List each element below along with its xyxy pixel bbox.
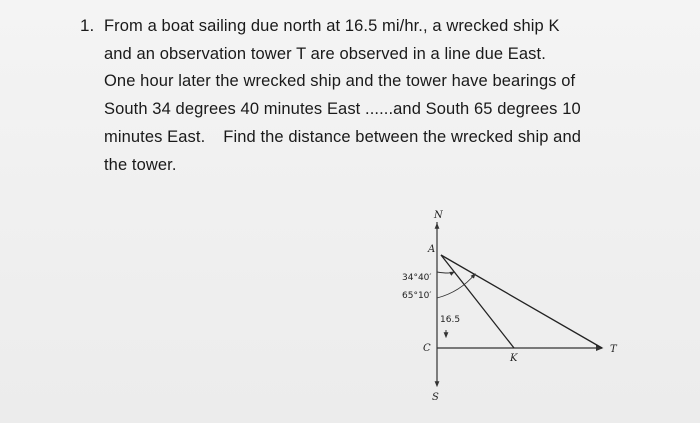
label-c: C bbox=[423, 343, 431, 354]
angle-arc-2 bbox=[437, 274, 475, 298]
problem-line-6: the tower. bbox=[104, 156, 177, 174]
problem-line-5b: Find the distance between the wrecked ship and bbox=[223, 128, 582, 146]
problem-line-4: South 34 degrees 40 minutes East ......and South 65 degrees 10 bbox=[104, 100, 581, 118]
problem-line-2: and an observation tower T are observed in a line due East. bbox=[104, 45, 546, 63]
label-north: N bbox=[434, 210, 443, 221]
angle-arc-1 bbox=[437, 272, 454, 273]
label-t: T bbox=[610, 344, 617, 355]
label-angle-2: 65°10′ bbox=[402, 291, 432, 301]
sight-line-to-t bbox=[441, 255, 602, 348]
problem-line-5a: minutes East. bbox=[104, 128, 206, 146]
sight-line-to-k bbox=[441, 255, 514, 348]
problem-line-1: From a boat sailing due north at 16.5 mi/hr., a wrecked ship K bbox=[104, 17, 560, 35]
question-number: 1. bbox=[80, 16, 95, 35]
label-angle-1: 34°40′ bbox=[402, 273, 432, 283]
label-distance: 16.5 bbox=[440, 315, 461, 325]
label-south: S bbox=[432, 392, 439, 403]
problem-line-3: One hour later the wrecked ship and the tower have bearings of bbox=[104, 72, 576, 90]
label-a: A bbox=[428, 244, 436, 255]
label-k: K bbox=[510, 353, 518, 364]
